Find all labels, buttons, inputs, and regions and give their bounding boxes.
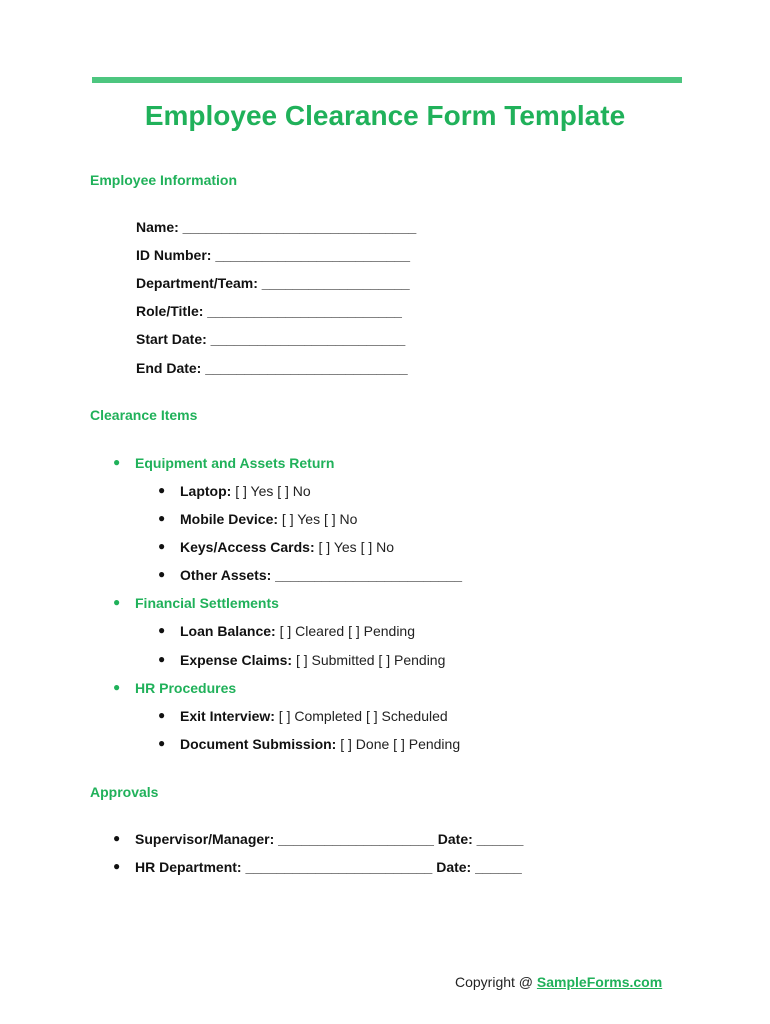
bullet-icon: ● — [113, 859, 121, 873]
item-value: [ ] Yes [ ] No — [278, 511, 358, 527]
bullet-icon: ● — [113, 680, 121, 694]
item-label: Loan Balance: — [180, 623, 276, 639]
bullet-icon: ● — [158, 511, 166, 525]
field-start-date: Start Date: _________________________ — [136, 331, 406, 347]
group-label: HR Procedures — [135, 680, 237, 696]
approval-hr-department — [113, 859, 522, 907]
bullet-icon: ● — [113, 595, 121, 609]
field-name: Name: ______________________________ — [136, 219, 417, 235]
approval-label: Supervisor/Manager: ____________________ Date: ______ — [135, 831, 524, 847]
group-label: Financial Settlements — [135, 595, 279, 611]
footer-copyright — [455, 974, 662, 990]
bullet-icon: ● — [158, 539, 166, 553]
top-divider — [92, 77, 682, 83]
field-id-number: ID Number: _________________________ — [136, 247, 410, 263]
item-value: [ ] Done [ ] Pending — [336, 736, 461, 752]
item-label: Document Submission: — [180, 736, 337, 752]
item-label: Keys/Access Cards: — [180, 539, 315, 555]
item-label: Exit Interview: — [180, 708, 275, 724]
section-heading-clearance-items: Clearance Items — [90, 407, 198, 423]
page-title: Employee Clearance Form Template — [144, 100, 626, 131]
item-value: [ ] Completed [ ] Scheduled — [274, 708, 448, 724]
section-heading-approvals: Approvals — [90, 784, 159, 800]
item-value: [ ] Yes [ ] No — [231, 483, 311, 499]
item-label: Laptop: — [180, 483, 232, 499]
item-label: Expense Claims: — [180, 652, 293, 668]
item-value: [ ] Submitted [ ] Pending — [292, 652, 446, 668]
bullet-icon: ● — [113, 831, 121, 845]
bullet-icon: ● — [113, 455, 121, 469]
bullet-icon: ● — [158, 652, 166, 666]
footer-prefix: Copyright @ — [455, 974, 537, 990]
group-label: Equipment and Assets Return — [135, 455, 335, 471]
bullet-icon: ● — [158, 623, 166, 637]
bullet-icon: ● — [158, 567, 166, 581]
footer-brand-link[interactable]: SampleForms.com — [536, 974, 663, 990]
item-label: Other Assets: ________________________ — [180, 567, 463, 583]
field-role-title: Role/Title: _________________________ — [136, 303, 402, 319]
item-label: Mobile Device: — [180, 511, 279, 527]
field-end-date: End Date: __________________________ — [136, 360, 408, 376]
bullet-icon: ● — [158, 736, 166, 750]
field-department-team: Department/Team: ___________________ — [136, 275, 410, 291]
approval-label: HR Department: ________________________ Date: ______ — [135, 859, 522, 875]
item-value: [ ] Cleared [ ] Pending — [275, 623, 416, 639]
item-value: [ ] Yes [ ] No — [314, 539, 395, 555]
bullet-icon: ● — [158, 483, 166, 497]
bullet-icon: ● — [158, 708, 166, 722]
item-document-submission — [158, 736, 461, 784]
section-heading-employee-information: Employee Information — [90, 172, 238, 188]
